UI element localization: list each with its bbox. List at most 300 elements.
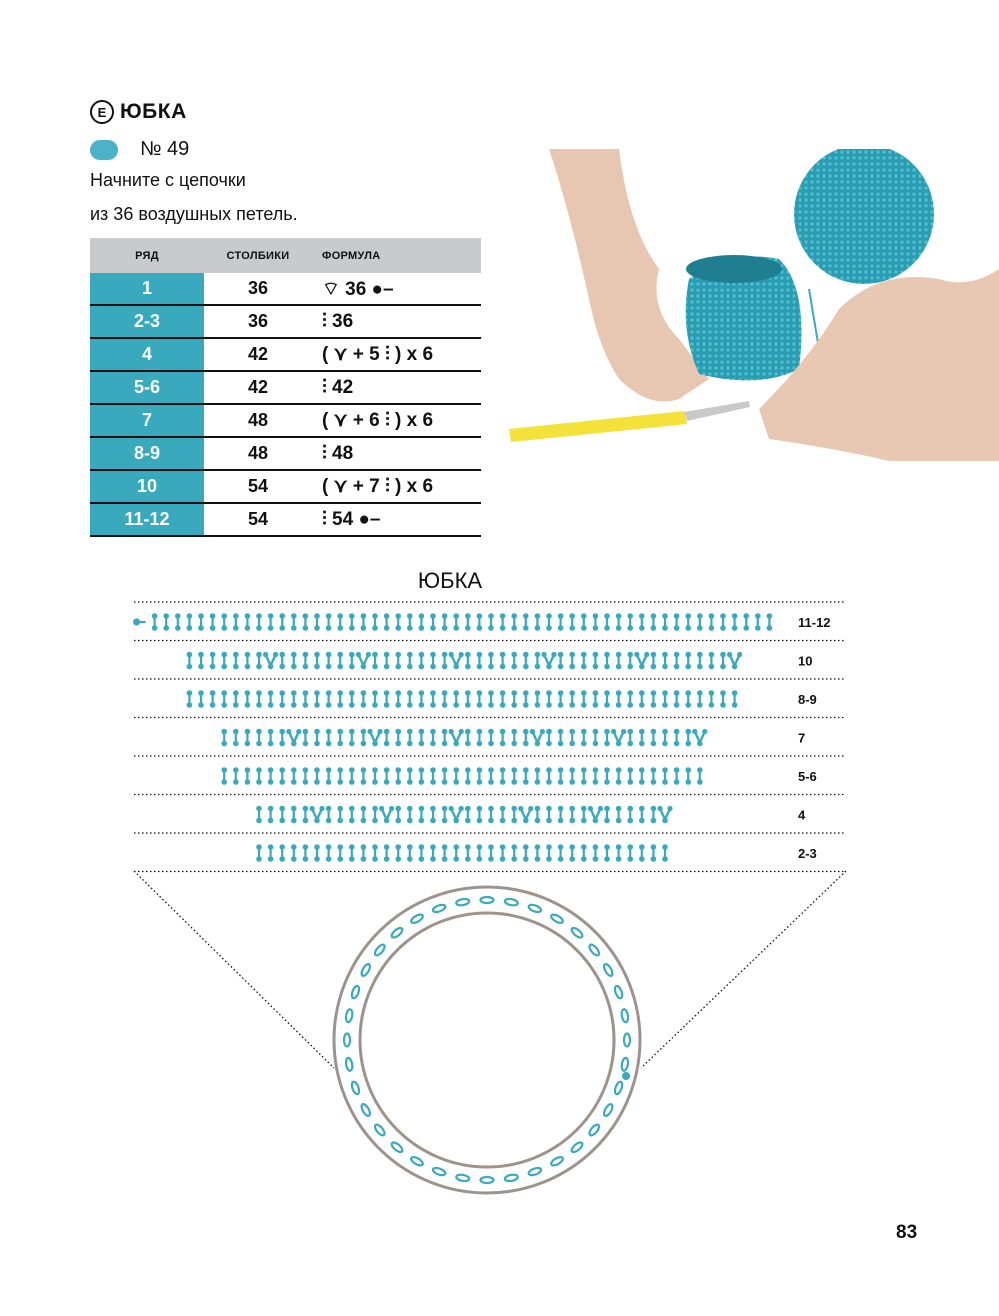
sc-stitch-symbol — [430, 806, 436, 824]
sc-stitch-symbol — [535, 844, 541, 862]
sc-stitch-symbol — [546, 729, 552, 747]
increase-symbol — [727, 652, 742, 669]
sc-stitch-symbol — [465, 844, 471, 862]
sc-stitch-symbol — [326, 652, 332, 670]
sc-stitch-symbol — [256, 690, 262, 708]
stitch-row — [187, 652, 743, 670]
header-row-col: РЯД — [90, 238, 204, 273]
sc-stitch-symbol — [221, 729, 227, 747]
sc-stitch-symbol — [303, 844, 309, 862]
sc-stitch-symbol — [500, 613, 506, 631]
section-badge: E — [90, 100, 114, 124]
increase-symbol — [518, 806, 533, 823]
sc-stitch-symbol — [604, 806, 610, 824]
sc-stitch-symbol — [256, 652, 262, 670]
sc-stitch-symbol — [581, 767, 587, 785]
row-label: 5-6 — [798, 769, 817, 784]
sc-stitch-symbol — [198, 613, 204, 631]
sc-stitch-symbol — [245, 729, 251, 747]
sc-stitch-symbol — [500, 844, 506, 862]
sc-stitch-symbol — [569, 767, 575, 785]
sc-stitch-symbol — [291, 806, 297, 824]
increase-symbol — [611, 729, 626, 746]
sc-stitch-symbol — [221, 613, 227, 631]
sc-stitch-symbol — [639, 613, 645, 631]
sc-stitch-symbol — [210, 690, 216, 708]
row-number-cell: 1 — [90, 273, 204, 305]
pattern-table — [90, 238, 481, 537]
sc-stitch-symbol — [395, 767, 401, 785]
sc-stitch-symbol — [639, 767, 645, 785]
sc-stitch-symbol — [395, 844, 401, 862]
sc-stitch-symbol — [453, 690, 459, 708]
sc-stitch-symbol — [384, 844, 390, 862]
section-title: ЮБКА — [120, 100, 187, 123]
sc-stitch-symbol — [569, 844, 575, 862]
sc-stitch-symbol — [407, 690, 413, 708]
sc-stitch-symbol — [303, 806, 309, 824]
diagram-title: ЮБКА — [417, 568, 483, 593]
sc-stitch-symbol — [349, 844, 355, 862]
stitch-row — [221, 729, 707, 747]
sc-stitch-symbol — [349, 729, 355, 747]
row-label: 11-12 — [798, 615, 831, 630]
sc-stitch-symbol — [558, 652, 564, 670]
sc-stitch-symbol — [372, 690, 378, 708]
sc-stitch-symbol — [500, 767, 506, 785]
sc-stitch-symbol — [163, 613, 169, 631]
sc-stitch-symbol — [198, 652, 204, 670]
sc-stitch-symbol — [488, 690, 494, 708]
sc-stitch-symbol — [732, 613, 738, 631]
intro-line-1: Начните с цепочки — [90, 170, 246, 190]
sc-stitch-symbol — [337, 652, 343, 670]
table-row — [90, 371, 481, 404]
sc-stitch-symbol — [395, 729, 401, 747]
sc-stitch-symbol — [395, 613, 401, 631]
sc-stitch-symbol — [349, 806, 355, 824]
sc-stitch-symbol — [303, 729, 309, 747]
sc-stitch-symbol — [337, 767, 343, 785]
sc-stitch-symbol — [314, 844, 320, 862]
sc-stitch-symbol — [268, 613, 274, 631]
sc-stitch-symbol — [361, 806, 367, 824]
stitch-count-cell: 54 — [204, 470, 312, 503]
sc-stitch-symbol — [581, 652, 587, 670]
sc-stitch-symbol — [372, 767, 378, 785]
sc-stitch-symbol — [616, 806, 622, 824]
sc-stitch-symbol — [453, 613, 459, 631]
sc-stitch-symbol — [488, 613, 494, 631]
increase-symbol — [449, 652, 464, 669]
sc-stitch-symbol — [651, 844, 657, 862]
sc-stitch-symbol — [430, 767, 436, 785]
sc-stitch-symbol — [303, 767, 309, 785]
sc-stitch-symbol — [291, 690, 297, 708]
header-formula-col: ФОРМУЛА — [312, 238, 481, 273]
sc-stitch-symbol — [407, 767, 413, 785]
increase-symbol — [692, 729, 707, 746]
table-row — [90, 305, 481, 338]
sc-stitch-symbol — [279, 844, 285, 862]
sc-stitch-symbol — [419, 652, 425, 670]
sc-stitch-symbol — [419, 767, 425, 785]
sc-stitch-symbol — [511, 613, 517, 631]
table-row — [90, 273, 481, 305]
sc-stitch-symbol — [685, 767, 691, 785]
row-number-cell: 8-9 — [90, 437, 204, 470]
sc-stitch-symbol — [604, 690, 610, 708]
row-number-cell: 2-3 — [90, 305, 204, 338]
sc-stitch-symbol — [442, 729, 448, 747]
sc-stitch-symbol — [651, 690, 657, 708]
crochet-photo — [509, 149, 999, 461]
sc-stitch-symbol — [465, 806, 471, 824]
sc-stitch-symbol — [442, 806, 448, 824]
sc-stitch-symbol — [639, 844, 645, 862]
sc-stitch-symbol — [581, 806, 587, 824]
sc-stitch-symbol — [268, 806, 274, 824]
sc-stitch-symbol — [268, 729, 274, 747]
sc-stitch-symbol — [593, 729, 599, 747]
row-label: 2-3 — [798, 846, 817, 861]
sc-stitch-symbol — [430, 844, 436, 862]
sc-stitch-symbol — [581, 729, 587, 747]
sc-stitch-symbol — [546, 806, 552, 824]
sc-stitch-symbol — [581, 844, 587, 862]
sc-stitch-symbol — [245, 767, 251, 785]
sc-stitch-symbol — [349, 652, 355, 670]
sc-stitch-symbol — [674, 613, 680, 631]
sc-stitch-symbol — [279, 613, 285, 631]
sc-stitch-symbol — [268, 767, 274, 785]
sc-stitch-symbol — [523, 613, 529, 631]
sc-stitch-symbol — [372, 806, 378, 824]
sc-stitch-symbol — [697, 613, 703, 631]
sc-stitch-symbol — [407, 652, 413, 670]
sc-stitch-symbol — [627, 844, 633, 862]
stitch-row — [256, 844, 668, 862]
row-label: 10 — [798, 653, 813, 669]
sc-stitch-symbol — [535, 613, 541, 631]
increase-symbol — [541, 652, 556, 669]
yarn-number: № 49 — [140, 138, 190, 160]
stitch-row — [221, 767, 702, 785]
sc-stitch-symbol — [268, 690, 274, 708]
sc-stitch-symbol — [198, 690, 204, 708]
sc-stitch-symbol — [662, 767, 668, 785]
guide-line-right — [641, 871, 846, 1068]
stitch-count-cell: 48 — [204, 437, 312, 470]
sc-stitch-symbol — [361, 844, 367, 862]
increase-symbol — [657, 806, 672, 823]
sc-stitch-symbol — [442, 613, 448, 631]
sc-stitch-symbol — [430, 613, 436, 631]
sc-stitch-symbol — [465, 652, 471, 670]
sc-stitch-symbol — [384, 729, 390, 747]
table-row — [90, 404, 481, 437]
stitch-count-cell: 42 — [204, 338, 312, 371]
sc-stitch-symbol — [558, 690, 564, 708]
sc-stitch-symbol — [616, 613, 622, 631]
sc-stitch-symbol — [593, 690, 599, 708]
sc-stitch-symbol — [511, 690, 517, 708]
sc-stitch-symbol — [326, 806, 332, 824]
sc-stitch-symbol — [419, 844, 425, 862]
sc-stitch-symbol — [465, 729, 471, 747]
sc-stitch-symbol — [674, 767, 680, 785]
stitch-row — [256, 806, 672, 824]
sc-stitch-symbol — [546, 690, 552, 708]
row-label: 4 — [798, 807, 806, 823]
sc-stitch-symbol — [604, 844, 610, 862]
sc-stitch-symbol — [361, 690, 367, 708]
sc-stitch-symbol — [674, 690, 680, 708]
sc-stitch-symbol — [535, 806, 541, 824]
sc-stitch-symbol — [337, 806, 343, 824]
row-label: 8-9 — [798, 692, 817, 707]
sc-stitch-symbol — [268, 844, 274, 862]
sc-stitch-symbol — [627, 767, 633, 785]
sc-stitch-symbol — [419, 613, 425, 631]
sc-stitch-symbol — [604, 613, 610, 631]
sc-stitch-symbol — [407, 806, 413, 824]
section-heading — [90, 100, 187, 124]
sc-stitch-symbol — [720, 613, 726, 631]
sc-stitch-symbol — [767, 613, 773, 631]
row-number-cell: 11-12 — [90, 503, 204, 536]
sc-stitch-symbol — [755, 613, 761, 631]
sc-stitch-symbol — [535, 767, 541, 785]
formula-cell: ⫶ 54 ●– — [312, 503, 481, 536]
sc-stitch-symbol — [233, 690, 239, 708]
intro-line-2: из 36 воздушных петель. — [90, 204, 298, 224]
sc-stitch-symbol — [511, 844, 517, 862]
table-row — [90, 470, 481, 503]
sc-stitch-symbol — [523, 690, 529, 708]
sc-stitch-symbol — [651, 806, 657, 824]
sc-stitch-symbol — [407, 729, 413, 747]
sc-stitch-symbol — [291, 652, 297, 670]
sc-stitch-symbol — [685, 729, 691, 747]
sc-stitch-symbol — [651, 613, 657, 631]
sc-stitch-symbol — [558, 806, 564, 824]
sc-stitch-symbol — [314, 729, 320, 747]
sc-stitch-symbol — [500, 729, 506, 747]
sc-stitch-symbol — [395, 652, 401, 670]
sc-stitch-symbol — [279, 806, 285, 824]
sc-stitch-symbol — [430, 690, 436, 708]
stitch-count-cell: 42 — [204, 371, 312, 404]
sc-stitch-symbol — [593, 613, 599, 631]
sc-stitch-symbol — [314, 652, 320, 670]
sc-stitch-symbol — [384, 613, 390, 631]
sc-stitch-symbol — [361, 613, 367, 631]
sc-stitch-symbol — [152, 613, 158, 631]
sc-stitch-symbol — [314, 690, 320, 708]
formula-cell: ⌔ 36 ●– — [312, 273, 481, 305]
rows-diagram — [0, 590, 999, 880]
stitch-row — [187, 690, 738, 708]
sc-stitch-symbol — [395, 806, 401, 824]
sc-stitch-symbol — [442, 844, 448, 862]
table-row — [90, 437, 481, 470]
increase-symbol — [634, 652, 649, 669]
formula-cell: ⫶ 36 — [312, 305, 481, 338]
sc-stitch-symbol — [256, 613, 262, 631]
sc-stitch-symbol — [535, 652, 541, 670]
slip-stitch-symbol — [133, 618, 146, 625]
sc-stitch-symbol — [291, 613, 297, 631]
sc-stitch-symbol — [569, 806, 575, 824]
sc-stitch-symbol — [407, 844, 413, 862]
stitch-row — [133, 613, 772, 631]
sc-stitch-symbol — [662, 690, 668, 708]
sc-stitch-symbol — [558, 729, 564, 747]
sc-stitch-symbol — [430, 729, 436, 747]
sc-stitch-symbol — [662, 613, 668, 631]
sc-stitch-symbol — [558, 767, 564, 785]
sc-stitch-symbol — [303, 652, 309, 670]
increase-symbol — [530, 729, 545, 746]
sc-stitch-symbol — [245, 613, 251, 631]
sc-stitch-symbol — [303, 690, 309, 708]
sc-stitch-symbol — [372, 844, 378, 862]
sc-stitch-symbol — [442, 652, 448, 670]
sc-stitch-symbol — [465, 613, 471, 631]
formula-cell: ( ⋎ + 5 ⫶ ) х 6 — [312, 338, 481, 371]
sc-stitch-symbol — [187, 652, 193, 670]
sc-stitch-symbol — [662, 729, 668, 747]
sc-stitch-symbol — [627, 652, 633, 670]
sc-stitch-symbol — [616, 844, 622, 862]
increase-symbol — [309, 806, 324, 823]
sc-stitch-symbol — [221, 652, 227, 670]
ring-join-marker — [622, 1072, 630, 1080]
sc-stitch-symbol — [337, 729, 343, 747]
yarn-info — [90, 138, 189, 161]
sc-stitch-symbol — [221, 767, 227, 785]
sc-stitch-symbol — [465, 690, 471, 708]
sc-stitch-symbol — [326, 844, 332, 862]
sc-stitch-symbol — [256, 729, 262, 747]
sc-stitch-symbol — [558, 844, 564, 862]
sc-stitch-symbol — [210, 613, 216, 631]
sc-stitch-symbol — [569, 652, 575, 670]
sc-stitch-symbol — [361, 729, 367, 747]
sc-stitch-symbol — [523, 767, 529, 785]
chain-ring-diagram — [0, 868, 999, 1213]
sc-stitch-symbol — [430, 652, 436, 670]
sc-stitch-symbol — [581, 613, 587, 631]
table-row — [90, 503, 481, 536]
sc-stitch-symbol — [279, 652, 285, 670]
sc-stitch-symbol — [720, 652, 726, 670]
table-row — [90, 338, 481, 371]
sc-stitch-symbol — [500, 806, 506, 824]
sc-stitch-symbol — [349, 613, 355, 631]
sc-stitch-symbol — [477, 806, 483, 824]
sc-stitch-symbol — [233, 729, 239, 747]
increase-symbol — [367, 729, 382, 746]
sc-stitch-symbol — [337, 690, 343, 708]
sc-stitch-symbol — [535, 690, 541, 708]
sc-stitch-symbol — [407, 613, 413, 631]
sc-stitch-symbol — [639, 729, 645, 747]
sc-stitch-symbol — [477, 844, 483, 862]
sc-stitch-symbol — [279, 767, 285, 785]
sc-stitch-symbol — [720, 690, 726, 708]
sc-stitch-symbol — [569, 690, 575, 708]
sc-stitch-symbol — [256, 767, 262, 785]
sc-stitch-symbol — [651, 652, 657, 670]
sc-stitch-symbol — [384, 767, 390, 785]
row-number-cell: 4 — [90, 338, 204, 371]
sc-stitch-symbol — [674, 729, 680, 747]
sc-stitch-symbol — [581, 690, 587, 708]
formula-cell: ⫶ 42 — [312, 371, 481, 404]
table-header-row — [90, 238, 481, 273]
sc-stitch-symbol — [616, 652, 622, 670]
sc-stitch-symbol — [337, 613, 343, 631]
sc-stitch-symbol — [384, 652, 390, 670]
sc-stitch-symbol — [465, 767, 471, 785]
sc-stitch-symbol — [709, 652, 715, 670]
sc-stitch-symbol — [697, 690, 703, 708]
stitch-count-cell: 36 — [204, 273, 312, 305]
increase-symbol — [449, 729, 464, 746]
sc-stitch-symbol — [256, 844, 262, 862]
sc-stitch-symbol — [593, 652, 599, 670]
yarn-color-swatch — [90, 140, 118, 160]
stitch-count-cell: 54 — [204, 503, 312, 536]
sc-stitch-symbol — [326, 613, 332, 631]
sc-stitch-symbol — [477, 613, 483, 631]
sc-stitch-symbol — [685, 690, 691, 708]
yarn-ball — [794, 149, 934, 284]
sc-stitch-symbol — [419, 806, 425, 824]
sc-stitch-symbol — [709, 613, 715, 631]
increase-symbol — [379, 806, 394, 823]
sc-stitch-symbol — [187, 613, 193, 631]
row-number-cell: 7 — [90, 404, 204, 437]
sc-stitch-symbol — [651, 729, 657, 747]
sc-stitch-symbol — [349, 767, 355, 785]
sc-stitch-symbol — [419, 690, 425, 708]
sc-stitch-symbol — [326, 690, 332, 708]
sc-stitch-symbol — [697, 652, 703, 670]
sc-stitch-symbol — [337, 844, 343, 862]
sc-stitch-symbol — [233, 652, 239, 670]
sc-stitch-symbol — [662, 652, 668, 670]
sc-stitch-symbol — [453, 844, 459, 862]
sc-stitch-symbol — [500, 652, 506, 670]
guide-line-left — [134, 871, 334, 1068]
increase-symbol — [449, 806, 464, 823]
sc-stitch-symbol — [314, 613, 320, 631]
sc-stitch-symbol — [511, 806, 517, 824]
header-stitches-col: СТОЛБИКИ — [204, 238, 312, 273]
sc-stitch-symbol — [233, 613, 239, 631]
sc-stitch-symbol — [627, 690, 633, 708]
sc-stitch-symbol — [604, 767, 610, 785]
sc-stitch-symbol — [442, 690, 448, 708]
sc-stitch-symbol — [314, 767, 320, 785]
sc-stitch-symbol — [662, 844, 668, 862]
sc-stitch-symbol — [488, 729, 494, 747]
sc-stitch-symbol — [175, 613, 181, 631]
sc-stitch-symbol — [639, 690, 645, 708]
